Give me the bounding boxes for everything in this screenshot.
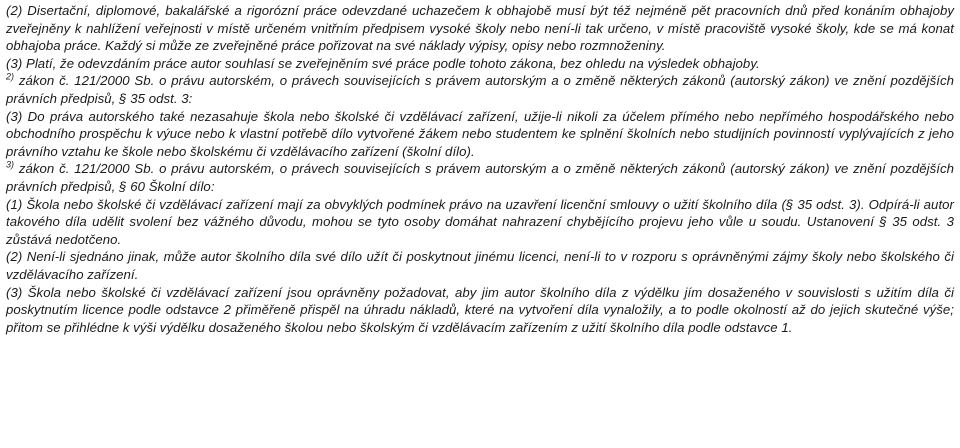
paragraph-author-own-use: (2) Není-li sjednáno jinak, může autor školního díla své dílo užít či poskytnout jinému licenci, není-li to v rozporu s oprávněnými zájmy školy nebo školského či vzdělávacího zařízení.	[6, 249, 954, 282]
footnote-marker-2: 2)	[6, 71, 15, 82]
footnote-2-heading	[6, 72, 954, 107]
paragraph-thesis-publication: (2) Disertační, diplomové, bakalářské a rigorózní práce odevzdané uchazečem k obhajobě musí být též nejméně pět pracovních dnů před konáním obhajoby zveřejněny k nahlížení veřejnosti v místě určeném vnitřním předpisem vysoké školy nebo není-li tak určeno, v místě pracoviště vysoké školy, kde se má konat obhajoba práce. Každý si může ze zveřejněné práce pořizovat na své náklady výpisy, opisy nebo rozmnoženiny.	[6, 3, 954, 54]
paragraph-license-agreement: (1) Škola nebo školské či vzdělávací zařízení mají za obvyklých podmínek právo na uzavření licenční smlouvy o užití školního díla (§ 35 odst. 3). Odpírá-li autor takového díla udělit svolení bez vážného důvodu, mohou se tyto osoby domáhat nahrazení chybějícího projevu jeho vůle u soudu. Ustanovení § 35 odst. 3 zůstává nedotčeno.	[6, 196, 954, 247]
paragraph-school-work-use: (3) Do práva autorského také nezasahuje škola nebo školské či vzdělávací zařízení, užije-li nikoli za účelem přímého nebo nepřímého hospodářského nebo obchodního prospěchu k výuce nebo k vlastní potřebě dílo vytvořené žákem nebo studentem ke splnění školních nebo studijních povinností vyplývajících z jeho právního vztahu ke škole nebo školskému či vzdělávacího zařízení (školní dílo).	[6, 108, 954, 159]
footnote-2-text: zákon č. 121/2000 Sb. o právu autorském, o právech souvisejících s právem autorským a o změně některých zákonů (autorský zákon) ve znění pozdějších právních předpisů, § 35 odst. 3:	[6, 73, 954, 106]
paragraph-cost-contribution: (3) Škola nebo školské či vzdělávací zařízení jsou oprávněny požadovat, aby jim autor školního díla z výdělku jím dosaženého v souvislosti s užitím díla či poskytnutím licence podle odstavce 2 přiměřeně přispěl na úhradu nákladů, které na vytvoření díla vynaložily, a to podle okolností až do jejich skutečné výše; přitom se přihlédne k výši výdělku dosaženého školou nebo školským či vzdělávacím zařízením z užití školního díla podle odstavce 1.	[6, 284, 954, 335]
footnote-3-text: zákon č. 121/2000 Sb. o právu autorském, o právech souvisejících s právem autorským a o změně některých zákonů (autorský zákon) ve znění pozdějších právních předpisů, § 60 Školní dílo:	[6, 161, 954, 194]
footnote-marker-3: 3)	[6, 159, 15, 170]
footnote-3-heading	[6, 160, 954, 195]
paragraph-author-consent: (3) Platí, že odevzdáním práce autor souhlasí se zveřejněním své práce podle tohoto zákona, bez ohledu na výsledek obhajoby.	[6, 55, 760, 71]
